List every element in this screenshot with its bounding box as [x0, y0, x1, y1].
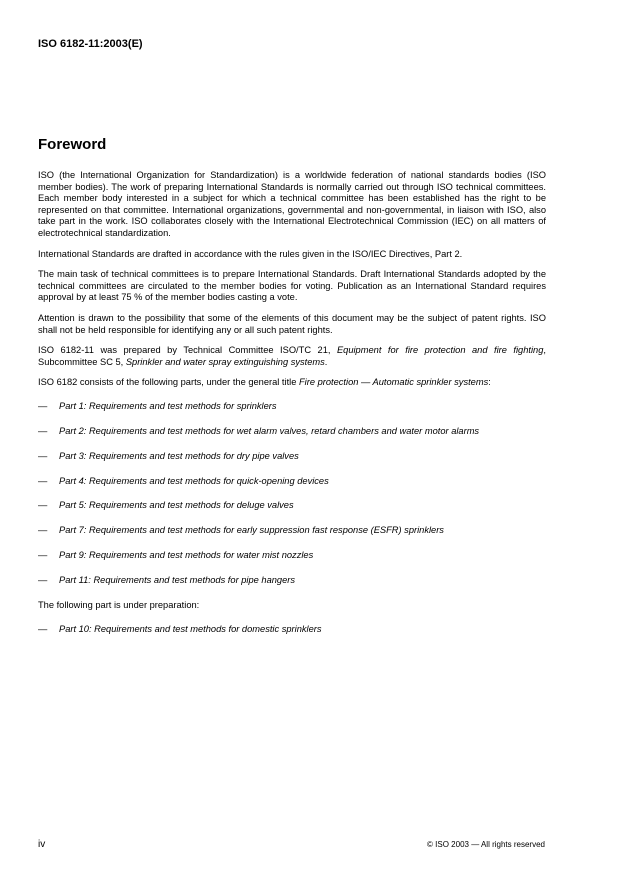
page-number: iv [38, 839, 46, 850]
em-dash: — [38, 475, 48, 486]
subcommittee-text: , Subcommittee SC 5, [38, 345, 546, 367]
list-item [38, 525, 546, 537]
part-title: Part 4: Requirements and test methods for quick-opening devices [59, 475, 329, 486]
part-title: Part 7: Requirements and test methods for early suppression fast response (ESFR) sprinklers [59, 525, 444, 536]
sentence-end: . [324, 356, 328, 367]
em-dash: — [38, 500, 48, 511]
subcommittee-title: Sprinkler and water spray extinguishing systems [125, 356, 325, 367]
part-title: Part 1: Requirements and test methods for sprinklers [59, 400, 277, 411]
document-id: ISO 6182-11:2003(E) [38, 38, 143, 50]
copyright-notice: © ISO 2003 — All rights reserved [427, 840, 545, 849]
paragraph-directives: International Standards are drafted in accordance with the rules given in the ISO/IEC Directives, Part 2. [38, 248, 463, 259]
list-item [38, 451, 546, 463]
paragraph-parts-intro [38, 377, 546, 389]
parts-intro-text: ISO 6182 consists of the following parts, under the general title [38, 377, 299, 388]
part-title: Part 9: Requirements and test methods for water mist nozzles [59, 550, 314, 561]
list-item [38, 575, 546, 587]
list-item [38, 426, 546, 438]
list-item [38, 624, 546, 636]
list-item [38, 550, 546, 562]
list-item [38, 500, 546, 512]
list-item [38, 476, 546, 488]
part-title: Part 3: Requirements and test methods for dry pipe valves [59, 450, 299, 461]
preparation-list [38, 624, 546, 636]
em-dash: — [38, 525, 48, 536]
em-dash: — [38, 450, 48, 461]
em-dash: — [38, 550, 48, 561]
paragraph-prepared-by [38, 345, 546, 368]
em-dash: — [38, 623, 48, 634]
general-title: Fire protection — Automatic sprinkler systems [298, 377, 489, 388]
part-title: Part 11: Requirements and test methods for pipe hangers [59, 575, 295, 586]
em-dash: — [38, 400, 48, 411]
em-dash: — [38, 575, 48, 586]
parts-list [38, 401, 546, 587]
list-item [38, 401, 546, 413]
paragraph-under-preparation: The following part is under preparation: [38, 600, 200, 611]
paragraph-committee-task: The main task of technical committees is to prepare International Standards. Draft International Standards adopted by the technical committees are circulated to the member bodies for voting. Publication as an International Standard requires approval by at least 75 % of the member bodies casting a vote. [38, 269, 546, 303]
part-title: Part 10: Requirements and test methods for domestic sprinklers [59, 623, 322, 634]
page-title: Foreword [38, 136, 107, 153]
em-dash: — [38, 425, 48, 436]
part-title: Part 5: Requirements and test methods for deluge valves [59, 500, 294, 511]
paragraph-patent-rights: Attention is drawn to the possibility that some of the elements of this document may be the subject of patent rights. ISO shall not be held responsible for identifying any or all such patent rights. [38, 312, 546, 335]
paragraph-iso-intro: ISO (the International Organization for Standardization) is a worldwide federation of national standards bodies (ISO member bodies). The work of preparing International Standards is normally carried out through ISO technical committees. Each member body interested in a subject for which a technical committee has been established has the right to be represented on that committee. International organizations, governmental and non-governmental, in liaison with ISO, also take part in the work. ISO collaborates closely with the International Electrotechnical Commission (IEC) on all matters of electrotechnical standardization. [38, 170, 546, 238]
colon: : [488, 377, 491, 388]
prepared-by-text: ISO 6182-11 was prepared by Technical Committee ISO/TC 21, [38, 345, 337, 356]
part-title: Part 2: Requirements and test methods for wet alarm valves, retard chambers and water motor alarms [59, 425, 480, 436]
committee-title: Equipment for fire protection and fire fighting [336, 345, 544, 356]
foreword-body [38, 170, 546, 649]
